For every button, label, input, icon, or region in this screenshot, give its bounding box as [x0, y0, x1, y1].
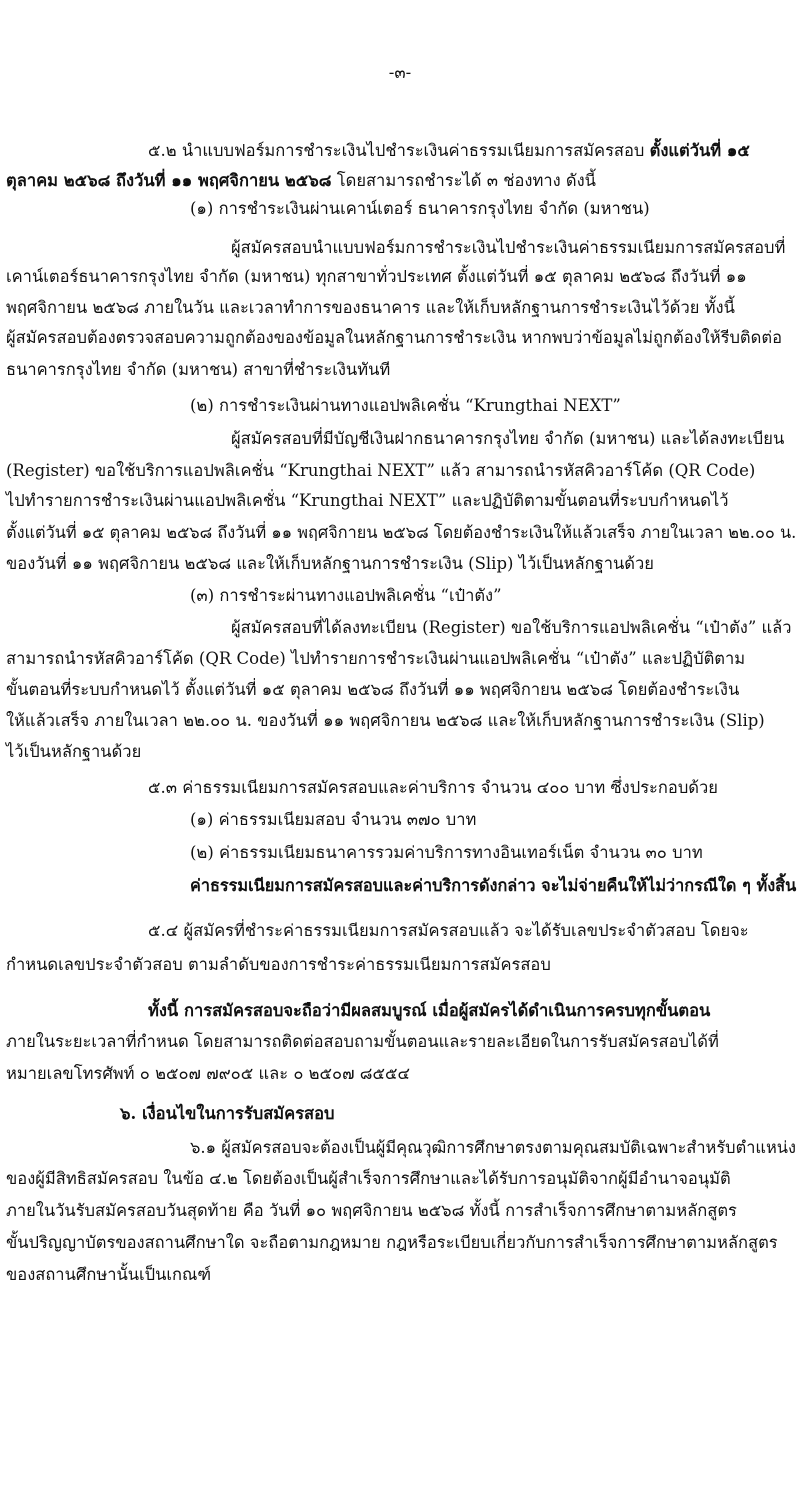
text-line: ผู้สมัครสอบนำแบบฟอร์มการชำระเงินไปชำระเงินค่าธรรมเนียมการสมัครสอบที่	[231, 238, 786, 257]
text-line: ขั้นปริญญาบัตรของสถานศึกษาใด จะถือตามกฎหมาย กฎหรือระเบียบเกี่ยวกับการสำเร็จการศึกษาตามหลักสูตร	[6, 1233, 778, 1252]
text-line: สามารถนำรหัสคิวอาร์โค้ด (QR Code) ไปทำรายการชำระเงินผ่านแอปพลิเคชั่น “เป๋าตัง” และปฏิบัติตาม	[6, 649, 746, 668]
text-line: พฤศจิกายน ๒๕๖๘ ภายในวัน และเวลาทำการของธนาคาร และให้เก็บหลักฐานการชำระเงินไว้ด้วย ทั้งนี้	[6, 298, 735, 317]
text-line: (Register) ขอใช้บริการแอปพลิเคชั่น “Krungthai NEXT” แล้ว สามารถนำรหัสคิวอาร์โค้ด (QR Code)	[6, 461, 756, 480]
text-line: หมายเลขโทรศัพท์ ๐ ๒๕๐๗ ๗๙๐๕ และ ๐ ๒๕๐๗ ๘๕๕๔	[6, 1064, 410, 1083]
text-line: ของผู้มีสิทธิสมัครสอบ ในข้อ ๔.๒ โดยต้องเป็นผู้สำเร็จการศึกษาและได้รับการอนุมัติจากผู้มีอำนาจอนุมัติ	[6, 1169, 731, 1188]
text-line: ภายในวันรับสมัครสอบวันสุดท้าย คือ วันที่ ๑๐ พฤศจิกายน ๒๕๖๘ ทั้งนี้ การสำเร็จการศึกษาตามหลักสูตร	[6, 1201, 737, 1220]
text-line: ๖.๑ ผู้สมัครสอบจะต้องเป็นผู้มีคุณวุฒิการศึกษาตรงตามคุณสมบัติเฉพาะสำหรับตำแหน่ง	[190, 1138, 797, 1157]
text-line: เคาน์เตอร์ธนาคารกรุงไทย จำกัด (มหาชน) ทุกสาขาทั่วประเทศ ตั้งแต่วันที่ ๑๕ ตุลาคม ๒๕๖๘ ถึงวันที่ ๑๑	[6, 267, 747, 286]
text-line: ๕.๒ นำแบบฟอร์มการชำระเงินไปชำระเงินค่าธรรมเนียมการสมัครสอบ ตั้งแต่วันที่ ๑๕	[148, 141, 750, 160]
text-line: ภายในระยะเวลาที่กำหนด โดยสามารถติดต่อสอบถามขั้นตอนและรายละเอียดในการรับสมัครสอบได้ที่	[6, 1032, 719, 1051]
text-line: ๕.๓ ค่าธรรมเนียมการสมัครสอบและค่าบริการ จำนวน ๔๐๐ บาท ซึ่งประกอบด้วย	[148, 778, 718, 797]
text-line: ธนาคารกรุงไทย จำกัด (มหาชน) สาขาที่ชำระเงินทันที	[6, 360, 391, 379]
text-line: ผู้สมัครสอบต้องตรวจสอบความถูกต้องของข้อมูลในหลักฐานการชำระเงิน หากพบว่าข้อมูลไม่ถูกต้องให้รีบติดต่อ	[6, 328, 782, 347]
text-line: ของสถานศึกษานั้นเป็นเกณฑ์	[6, 1265, 212, 1284]
text-line: ผู้สมัครสอบที่ได้ลงทะเบียน (Register) ขอใช้บริการแอปพลิเคชั่น “เป๋าตัง” แล้ว	[231, 618, 792, 637]
section-heading: ๖. เงื่อนไขในการรับสมัครสอบ	[120, 1104, 335, 1123]
page-number: -๓-	[388, 63, 412, 82]
text-line: ทั้งนี้ การสมัครสอบจะถือว่ามีผลสมบูรณ์ เมื่อผู้สมัครได้ดำเนินการครบทุกขั้นตอน	[148, 1001, 711, 1020]
text-line: ตุลาคม ๒๕๖๘ ถึงวันที่ ๑๑ พฤศจิกายน ๒๕๖๘ โดยสามารถชำระได้ ๓ ช่องทาง ดังนี้	[6, 171, 596, 190]
text-line: ขั้นตอนที่ระบบกำหนดไว้ ตั้งแต่วันที่ ๑๕ ตุลาคม ๒๕๖๘ ถึงวันที่ ๑๑ พฤศจิกายน ๒๕๖๘ โดยต้องชำระเงิน	[6, 680, 740, 699]
text-line: (๒) การชำระเงินผ่านทางแอปพลิเคชั่น “Krungthai NEXT”	[190, 396, 621, 415]
text-line: (๑) การชำระเงินผ่านเคาน์เตอร์ ธนาคารกรุงไทย จำกัด (มหาชน)	[190, 199, 650, 218]
text-line: ไว้เป็นหลักฐานด้วย	[6, 742, 142, 761]
text-line: (๒) ค่าธรรมเนียมธนาคารรวมค่าบริการทางอินเทอร์เน็ต จำนวน ๓๐ บาท	[190, 843, 703, 862]
text-line: ของวันที่ ๑๑ พฤศจิกายน ๒๕๖๘ และให้เก็บหลักฐานการชำระเงิน (Slip) ไว้เป็นหลักฐานด้วย	[6, 554, 654, 573]
text-line: (๑) ค่าธรรมเนียมสอบ จำนวน ๓๗๐ บาท	[190, 810, 477, 829]
text-line: (๓) การชำระผ่านทางแอปพลิเคชั่น “เป๋าตัง”	[190, 586, 502, 605]
text-line: ผู้สมัครสอบที่มีบัญชีเงินฝากธนาคารกรุงไทย จำกัด (มหาชน) และได้ลงทะเบียน	[231, 429, 785, 448]
text-line: กำหนดเลขประจำตัวสอบ ตามลำดับของการชำระค่าธรรมเนียมการสมัครสอบ	[6, 955, 551, 974]
text-line: ๕.๔ ผู้สมัครที่ชำระค่าธรรมเนียมการสมัครสอบแล้ว จะได้รับเลขประจำตัวสอบ โดยจะ	[148, 921, 749, 940]
text-line: ตั้งแต่วันที่ ๑๕ ตุลาคม ๒๕๖๘ ถึงวันที่ ๑๑ พฤศจิกายน ๒๕๖๘ โดยต้องชำระเงินให้แล้วเสร็จ ภายในเวลา ๒๒.๐๐ น.	[6, 523, 797, 542]
text-line: ให้แล้วเสร็จ ภายในเวลา ๒๒.๐๐ น. ของวันที่ ๑๑ พฤศจิกายน ๒๕๖๘ และให้เก็บหลักฐานการชำระเงิน (Slip)	[6, 711, 765, 730]
text-line: ไปทำรายการชำระเงินผ่านแอปพลิเคชั่น “Krungthai NEXT” และปฏิบัติตามขั้นตอนที่ระบบกำหนดไว้	[6, 491, 729, 510]
text-line: ค่าธรรมเนียมการสมัครสอบและค่าบริการดังกล่าว จะไม่จ่ายคืนให้ไม่ว่ากรณีใด ๆ ทั้งสิ้น	[190, 876, 797, 895]
